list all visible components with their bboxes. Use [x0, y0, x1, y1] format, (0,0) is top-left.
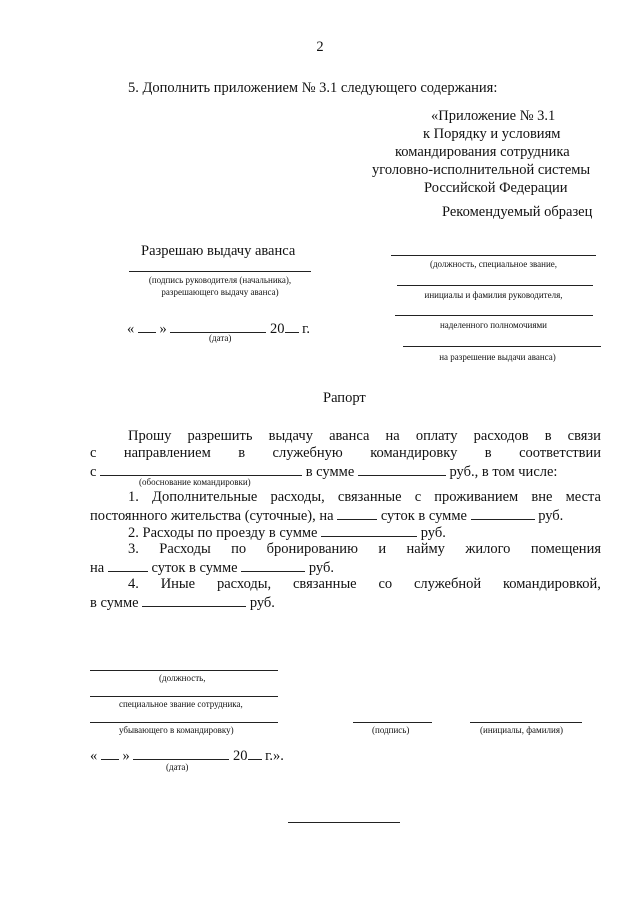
appendix-line-1: «Приложение № 3.1	[431, 108, 556, 124]
approve-month-blank	[170, 318, 266, 333]
word: 3.	[128, 541, 139, 557]
p1-line3-suffix: руб., в том числе:	[449, 464, 558, 480]
word: направлением	[123, 445, 211, 461]
approve-year-suffix: г.	[302, 321, 311, 337]
item-1-line-1	[128, 488, 601, 506]
manager-line-3	[395, 315, 593, 316]
housing-sum-blank	[241, 557, 305, 572]
item-4-line-1	[128, 575, 601, 593]
approve-title: Разрешаю выдачу аванса	[141, 243, 296, 259]
per-diem-sum-blank	[471, 505, 535, 520]
word: в	[484, 445, 492, 461]
basis-blank	[100, 461, 302, 476]
approve-date-open-quote: «	[127, 321, 135, 337]
signature-line	[353, 722, 432, 723]
other-sum-blank	[142, 592, 246, 607]
word: связи	[567, 428, 601, 444]
employee-year-suffix: г.».	[265, 748, 284, 764]
page-number: 2	[316, 39, 324, 55]
approve-day-blank	[138, 318, 156, 333]
total-sum-blank	[358, 461, 446, 476]
item-4-text-a: в сумме	[90, 595, 139, 611]
item-2-text-b: руб.	[420, 525, 446, 541]
item-3-line-1	[128, 540, 601, 558]
word: Расходы	[159, 541, 211, 557]
item-2-text-a: 2. Расходы по проезду в сумме	[128, 525, 318, 541]
word: Прошу	[128, 428, 172, 444]
word: командировкой,	[502, 576, 601, 592]
recommended-sample: Рекомендуемый образец	[442, 204, 593, 220]
p1-line3-sum: в сумме	[305, 464, 355, 480]
employee-line-2	[90, 696, 278, 697]
item-4-line-2	[90, 592, 275, 612]
employee-date-caption: (дата)	[166, 762, 189, 772]
word: Дополнительные	[152, 489, 258, 505]
approve-signature-line	[129, 271, 311, 272]
item-5-text: 5. Дополнить приложением № 3.1 следующего содержания:	[128, 80, 498, 96]
approve-sign-caption-2: разрешающего выдачу аванса)	[161, 287, 279, 297]
item-2-line	[128, 522, 446, 542]
employee-caption-1: (должность,	[159, 673, 206, 683]
employee-line-3	[90, 722, 278, 723]
word: в	[544, 428, 552, 444]
word: с	[414, 489, 422, 505]
approve-date-caption: (дата)	[209, 333, 232, 343]
report-title: Рапорт	[323, 390, 366, 406]
p1-line3-prefix: с	[90, 464, 97, 480]
word: Иные	[160, 576, 196, 592]
word: 1.	[128, 489, 139, 505]
word: связанные	[293, 576, 357, 592]
word: проживанием	[434, 489, 519, 505]
appendix-header	[355, 107, 605, 197]
item-3-text-a: на	[90, 560, 105, 576]
item-1-text-b: суток в сумме	[380, 508, 467, 524]
p1-line-1	[128, 427, 601, 445]
word: с	[90, 445, 97, 461]
word: соответствии	[519, 445, 601, 461]
word: связанные	[337, 489, 402, 505]
appendix-line-4: уголовно-исполнительной системы	[372, 162, 591, 178]
word: со	[378, 576, 393, 592]
appendix-line-2: к Порядку и условиям	[423, 126, 561, 142]
appendix-line-5: Российской Федерации	[424, 180, 568, 196]
housing-days-blank	[108, 557, 148, 572]
item-3-text-c: руб.	[308, 560, 334, 576]
appendix-line-3: командирования сотрудника	[395, 144, 570, 160]
employee-day-blank	[101, 745, 119, 760]
employee-date-open-quote: «	[90, 748, 98, 764]
p1-line-2	[90, 444, 601, 462]
manager-caption-1: (должность, специальное звание,	[429, 259, 558, 269]
employee-year-prefix: 20	[233, 748, 248, 764]
word: жилого	[465, 541, 511, 557]
manager-caption-3: наделенного полномочиями	[439, 320, 547, 330]
word: расходы,	[216, 576, 272, 592]
employee-line-1	[90, 670, 278, 671]
approve-year-blank	[285, 318, 299, 333]
word: служебную	[272, 445, 343, 461]
manager-line-2	[397, 285, 593, 286]
employee-caption-2: специальное звание сотрудника,	[119, 699, 243, 709]
word: в	[238, 445, 246, 461]
word: помещения	[530, 541, 601, 557]
word: места	[565, 489, 601, 505]
name-line	[470, 722, 582, 723]
employee-date-close-quote: »	[122, 748, 130, 764]
manager-line-4	[403, 346, 601, 347]
approve-year-prefix: 20	[270, 321, 285, 337]
employee-caption-3: убывающего в командировку)	[119, 725, 234, 735]
word: вне	[531, 489, 553, 505]
item-3-text-b: суток в сумме	[151, 560, 238, 576]
manager-line-1	[391, 255, 596, 256]
word: служебной	[413, 576, 482, 592]
word: разрешить	[187, 428, 253, 444]
word: расходы,	[270, 489, 325, 505]
word: и	[378, 541, 387, 557]
per-diem-days-blank	[337, 505, 377, 520]
basis-caption: (обоснование командировки)	[139, 477, 251, 487]
manager-caption-4: на разрешение выдачи аванса)	[439, 352, 556, 362]
word: найму	[406, 541, 445, 557]
word: бронированию	[266, 541, 358, 557]
item-1-text-c: руб.	[538, 508, 564, 524]
word: аванса	[329, 428, 370, 444]
word: выдачу	[268, 428, 313, 444]
item-1-text-a: постоянного жительства (суточные), на	[90, 508, 334, 524]
approve-sign-caption-1: (подпись руководителя (начальника),	[148, 275, 292, 285]
word: командировку	[370, 445, 458, 461]
name-caption: (инициалы, фамилия)	[480, 725, 563, 735]
word: 4.	[128, 576, 139, 592]
item-3-line-2	[90, 557, 334, 577]
travel-sum-blank	[321, 522, 417, 537]
word: по	[231, 541, 247, 557]
word: расходов	[473, 428, 529, 444]
closing-divider	[288, 822, 400, 823]
employee-year-blank	[248, 745, 262, 760]
item-4-text-b: руб.	[249, 595, 275, 611]
manager-caption-2: инициалы и фамилия руководителя,	[424, 290, 563, 300]
employee-month-blank	[133, 745, 229, 760]
approve-date-close-quote: »	[159, 321, 167, 337]
word: оплату	[415, 428, 458, 444]
signature-caption: (подпись)	[372, 725, 410, 735]
word: на	[385, 428, 400, 444]
